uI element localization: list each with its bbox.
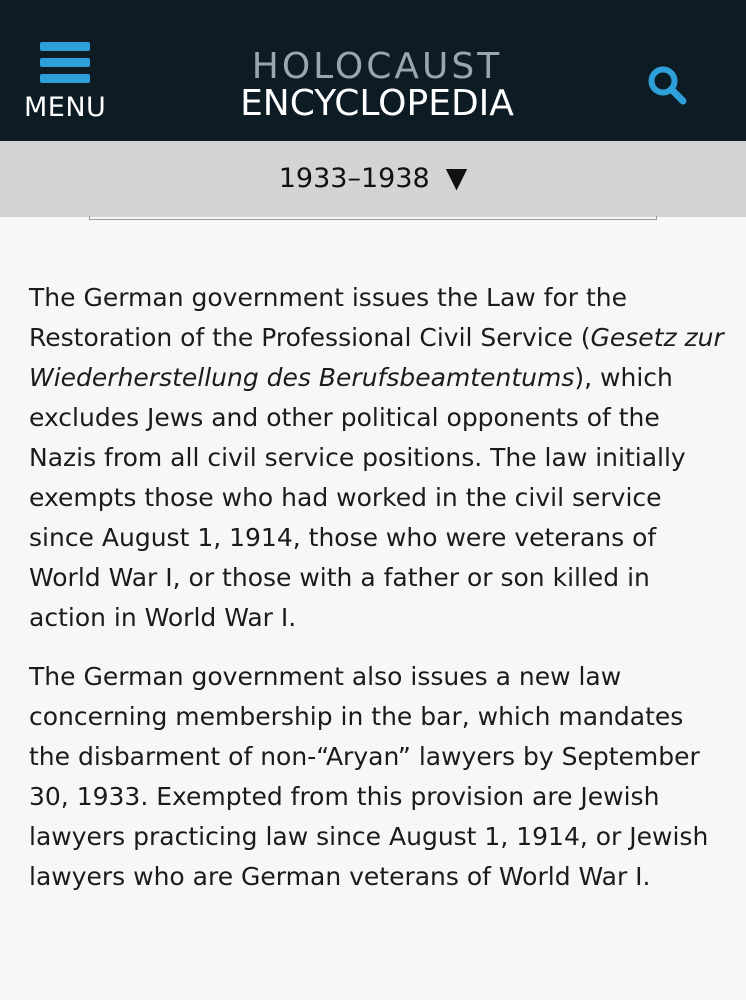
year-range-label: 1933–1938	[278, 163, 430, 194]
hamburger-menu-icon	[40, 42, 90, 90]
dropdown-arrow-icon: ▼	[445, 161, 468, 194]
article-paragraph-2: The German government also issues a new law concerning membership in the bar, which mandates the disbarment of non-“Aryan” lawyers by September 30, 1933. Exempted from this provision are Jewish lawyers practicing law since August 1, 1914, or Jewish lawyers who are German veterans of World War I.	[29, 662, 709, 891]
site-header	[0, 0, 746, 141]
menu-label: MENU	[24, 92, 107, 123]
logo-line-encyclopedia: ENCYCLOPEDIA	[240, 83, 514, 124]
site-logo[interactable]	[226, 48, 528, 122]
article-content	[29, 278, 729, 916]
search-button[interactable]	[646, 64, 690, 108]
article-paragraph-1: The German government issues the Law for the Restoration of the Professional Civil Service (Gesetz zur Wiederherstellung des Berufsbeamtentums), which excludes Jews and other political opponents of the Nazis from all civil service positions. The law initially exempts those who had worked in the civil service since August 1, 1914, those who were veterans of World War I, or those with a father or son killed in action in World War I.	[29, 283, 724, 632]
german-law-title: Gesetz zur Wiederherstellung des Berufsbeamtentums	[29, 323, 724, 392]
year-range-selector[interactable]	[0, 141, 746, 217]
logo-line-holocaust: HOLOCAUST	[251, 46, 503, 87]
search-icon	[646, 64, 690, 108]
menu-button[interactable]	[24, 42, 108, 124]
dropdown-bottom-edge	[89, 216, 657, 220]
